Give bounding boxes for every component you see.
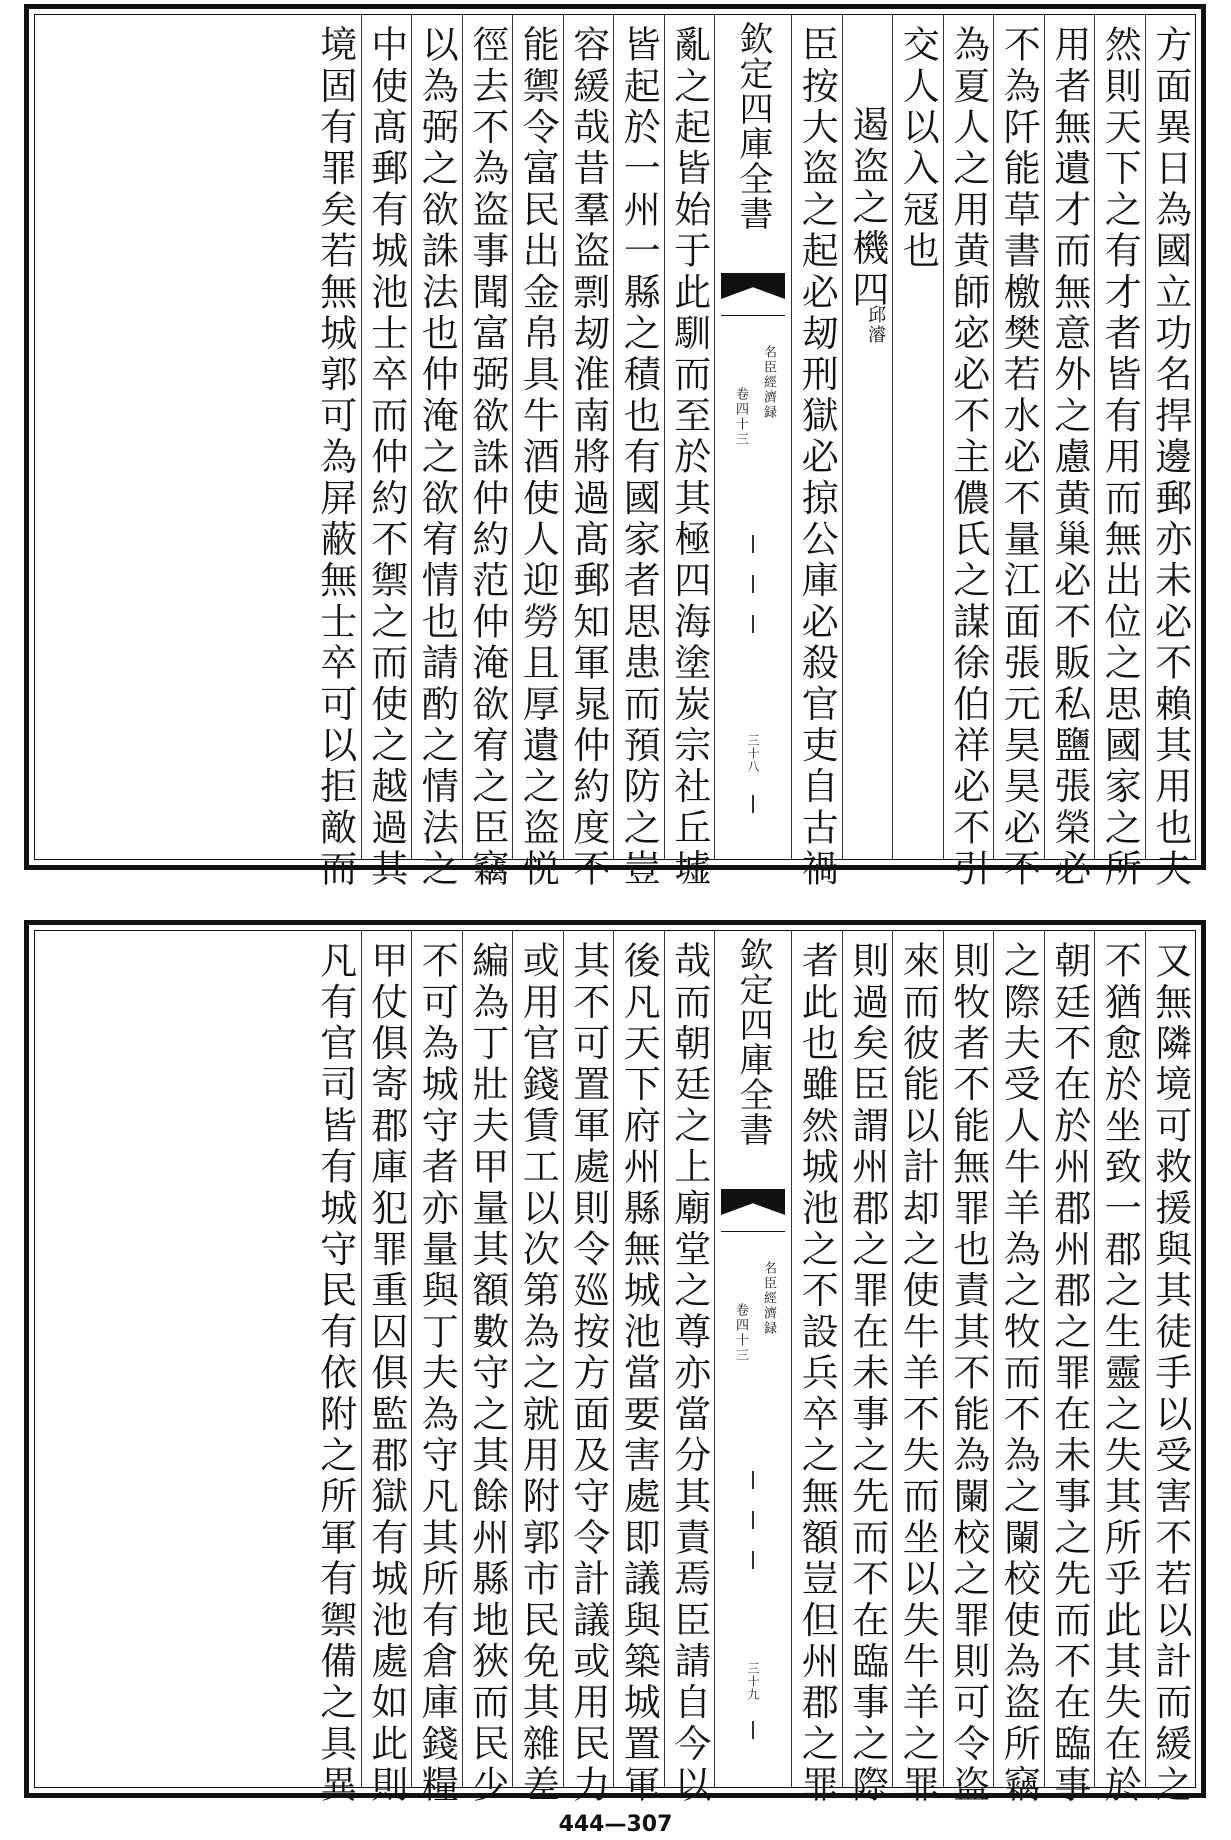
banner-dash xyxy=(752,575,754,593)
text-column: 不猶愈於坐致一郡之生靈之失其所乎此其失在於 xyxy=(1094,931,1145,1787)
page-number-footer: 444—307 xyxy=(558,1812,673,1837)
text-column: 哉而朝廷之上廟堂之尊亦當分其責焉臣請自今以 xyxy=(664,931,715,1787)
banner-book-title: 名臣經濟録 xyxy=(761,1261,776,1336)
text-column: 則牧者不能無罪也責其不能為闌校之罪則可令盗 xyxy=(943,931,994,1787)
text-column: 然則天下之有才者皆有用而無出位之思國家之所 xyxy=(1094,15,1145,859)
top-page xyxy=(24,4,1206,891)
text-column: 方面異日為國立功名捍邊郵亦未必不賴其用也夫 xyxy=(1145,15,1196,859)
banner-title: 欽定四庫全書 xyxy=(733,937,773,1147)
fish-tail-mark xyxy=(721,1189,785,1215)
bottom-page-frame xyxy=(34,930,1196,1807)
fish-tail-mark xyxy=(721,273,785,299)
bottom-page xyxy=(24,920,1206,1807)
heading-column xyxy=(842,15,893,859)
text-column: 用者無遺才而無意外之慮黄巢必不販私鹽張榮必 xyxy=(1044,15,1095,859)
text-column: 來而彼能以計却之使牛羊不失而坐以失牛羊之罪 xyxy=(892,931,943,1787)
text-column: 能禦令富民出金帛具牛酒使人迎勞且厚遺之盗悦 xyxy=(512,15,563,859)
banner-dash xyxy=(752,1471,754,1489)
text-column: 朝廷不在於州郡州郡之罪在未事之先而不在臨事 xyxy=(1044,931,1095,1787)
text-column: 不為阡能草書檄樊若水必不量江面張元昊昊必不 xyxy=(993,15,1044,859)
text-column: 為夏人之用黄師宓必不主儂氏之謀徐伯祥必不引 xyxy=(943,15,994,859)
top-page-columns xyxy=(35,15,1195,891)
text-column: 臣按大盗之起必刼刑獄必掠公庫必殺官吏自古禍 xyxy=(791,15,842,859)
text-column: 又無隣境可救援與其徒手以受害不若以計而緩之 xyxy=(1145,931,1196,1787)
banner-rule xyxy=(721,315,785,316)
text-column: 境固有罪矣若無城郭可為屏蔽無士卒可以拒敵而 xyxy=(313,25,357,891)
text-column: 以為弼之欲誅法也仲淹之欲宥情也請酌之情法之 xyxy=(411,15,462,859)
text-column: 中使髙郵有城池士卒而仲約不禦之而使之越過其 xyxy=(361,15,412,859)
banner-folio: 三十八 xyxy=(746,734,760,773)
banner-dash xyxy=(752,535,754,553)
banner-volume: 卷四十三 xyxy=(733,1303,748,1363)
author-name: 邱濬 xyxy=(865,305,887,345)
banner-folio: 三十九 xyxy=(746,1662,760,1701)
text-column: 不可為城守者亦量與丁夫為守凡其所有倉庫錢糧 xyxy=(411,931,462,1787)
text-column: 者此也雖然城池之不設兵卒之無額豈但州郡之罪 xyxy=(791,931,842,1787)
banner-rule xyxy=(721,1231,785,1232)
text-column: 皆起於一州一縣之積也有國家者思患而預防之豈 xyxy=(613,15,664,859)
center-banner xyxy=(714,15,791,859)
text-column: 後凡天下府州縣無城池當要害處即議與築城置軍 xyxy=(613,931,664,1787)
text-column: 編為丁壯夫甲量其額數守之其餘州縣地狹而民少 xyxy=(462,931,513,1787)
text-column: 凡有官司皆有城守民有依附之所軍有禦備之具異 xyxy=(313,941,357,1807)
text-column: 甲仗俱寄郡庫犯罪重囚俱監郡獄有城池處如此則 xyxy=(361,931,412,1787)
text-column: 則過矣臣謂州郡之罪在未事之先而不在臨事之際 xyxy=(842,931,893,1787)
text-column: 或用官錢賃工以次第為之就用附郭市民免其雜差 xyxy=(512,931,563,1787)
top-page-frame xyxy=(34,14,1196,891)
section-heading: 遏盗之機四 xyxy=(845,105,889,311)
text-column: 交人以入冦也 xyxy=(892,15,943,859)
banner-dash xyxy=(752,795,754,813)
banner-book-title: 名臣經濟録 xyxy=(761,345,776,420)
banner-title: 欽定四庫全書 xyxy=(733,21,773,231)
banner-volume: 卷四十三 xyxy=(733,387,748,447)
banner-dash xyxy=(752,1721,754,1739)
text-column: 徑去不為盗事聞富弼欲誅仲約范仲淹欲宥之臣竊 xyxy=(462,15,513,859)
text-column: 亂之起皆始于此馴而至於其極四海塗炭宗社丘墟 xyxy=(664,15,715,859)
text-column: 之際夫受人牛羊為之牧而不為之闌校使為盗所竊 xyxy=(993,931,1044,1787)
banner-dash xyxy=(752,1551,754,1569)
text-column: 容緩哉昔羣盗剽刼淮南將過髙郵知軍晁仲約度不 xyxy=(563,15,614,859)
bottom-page-columns xyxy=(35,931,1195,1807)
text-column: 其不可置軍處則令廵按方面及守令計議或用民力 xyxy=(563,931,614,1787)
banner-dash xyxy=(752,1511,754,1529)
banner-dash xyxy=(752,615,754,633)
center-banner xyxy=(714,931,791,1787)
